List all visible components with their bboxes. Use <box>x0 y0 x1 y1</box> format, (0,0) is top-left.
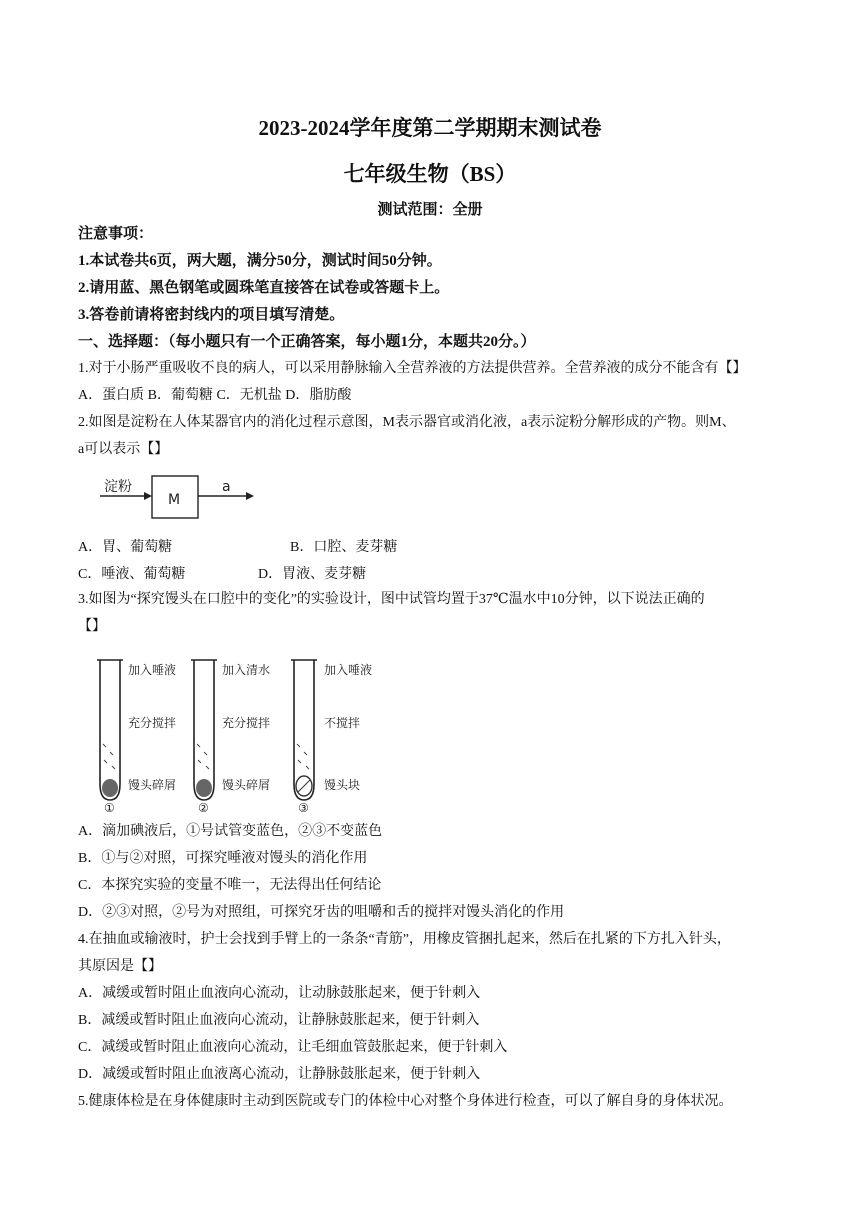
note-item: 2.请用蓝、黑色钢笔或圆珠笔直接答在试卷或答题卡上。 <box>78 280 450 296</box>
question-4-stem-cont: 其原因是【】 <box>78 959 162 974</box>
question-4-option-c: C．减缓或暂时阻止血液向心流动，让毛细血管鼓胀起来，便于针刺入 <box>78 1040 508 1055</box>
question-2-stem: 2.如图是淀粉在人体某器官内的消化过程示意图，M表示器官或消化液，a表示淀粉分解形成的产物。则M、 <box>78 415 736 430</box>
question-1-options: A．蛋白质 B．葡萄糖 C．无机盐 D．脂肪酸 <box>78 388 352 403</box>
question-5-stem: 5.健康体检是在身体健康时主动到医院或专门的体检中心对整个身体进行检查，可以了解自身的身体状况。 <box>78 1094 733 1109</box>
test-tube-2 <box>191 660 270 812</box>
tube-2-number: ② <box>198 801 209 812</box>
diagram-box-label: M <box>168 492 181 508</box>
question-3-stem-cont: 【】 <box>78 619 106 634</box>
exam-subtitle: 七年级生物（BS） <box>343 162 517 186</box>
question-2-option-c: C．唾液、葡萄糖 <box>78 567 186 582</box>
note-item: 1.本试卷共6页，两大题，满分50分，测试时间50分钟。 <box>78 253 442 269</box>
tube-1-number: ① <box>104 801 115 812</box>
question-4-stem: 4.在抽血或输液时，护士会找到手臂上的一条条“青筋”，用橡皮管捆扎起来，然后在扎紧的下方扎入针头， <box>78 932 731 947</box>
note-item: 3.答卷前请将密封线内的项目填写清楚。 <box>78 307 345 323</box>
question-1-stem: 1.对于小肠严重吸收不良的病人，可以采用静脉输入全营养液的方法提供营养。全营养液的成分不能含有【】 <box>78 361 747 376</box>
diagram-output-label: a <box>222 479 231 495</box>
tube-3-top-label: 加入唾液 <box>324 663 373 677</box>
tube-3-bottom-label: 馒头块 <box>324 778 361 792</box>
test-tube-1 <box>97 660 176 812</box>
question-4-option-d: D．减缓或暂时阻止血液离心流动，让静脉鼓胀起来，便于针刺入 <box>78 1067 481 1082</box>
notes-heading: 注意事项： <box>78 226 154 242</box>
test-tube-3 <box>291 660 372 812</box>
question-2-option-d: D．胃液、麦芽糖 <box>258 567 367 582</box>
question-2-option-a: A．胃、葡萄糖 <box>78 540 173 555</box>
test-tube-experiment-figure <box>94 652 394 812</box>
tube-3-number: ③ <box>298 801 309 812</box>
tube-2-mid-label: 充分搅拌 <box>222 716 271 730</box>
tube-3-mid-label: 不搅拌 <box>324 716 361 730</box>
test-scope: 测试范围：全册 <box>377 202 483 218</box>
question-4-option-a: A．减缓或暂时阻止血液向心流动，让动脉鼓胀起来，便于针刺入 <box>78 986 481 1001</box>
question-3-option-a: A．滴加碘液后，①号试管变蓝色，②③不变蓝色 <box>78 824 383 839</box>
tube-1-top-label: 加入唾液 <box>128 663 177 677</box>
question-4-option-b: B．减缓或暂时阻止血液向心流动，让静脉鼓胀起来，便于针刺入 <box>78 1013 480 1028</box>
starch-digestion-diagram <box>96 470 266 528</box>
question-3-option-d: D．②③对照，②号为对照组，可探究牙齿的咀嚼和舌的搅拌对馒头消化的作用 <box>78 905 565 920</box>
question-3-stem: 3.如图为“探究馒头在口腔中的变化”的实验设计，图中试管均置于37℃温水中10分钟，以下说法正确的 <box>78 592 705 607</box>
question-3-option-c: C．本探究实验的变量不唯一，无法得出任何结论 <box>78 878 382 893</box>
section-heading: 一、选择题：（每小题只有一个正确答案，每小题1分，本题共20分。） <box>78 334 536 350</box>
question-3-option-b: B．①与②对照，可探究唾液对馒头的消化作用 <box>78 851 368 866</box>
tube-2-bottom-label: 馒头碎屑 <box>222 778 271 792</box>
exam-title: 2023-2024学年度第二学期期末测试卷 <box>258 116 602 140</box>
tube-2-top-label: 加入清水 <box>222 663 271 677</box>
question-2-stem-cont: a可以表示【】 <box>78 442 169 457</box>
question-2-option-b: B．口腔、麦芽糖 <box>290 540 398 555</box>
tube-1-bottom-label: 馒头碎屑 <box>128 778 177 792</box>
diagram-input-label: 淀粉 <box>104 479 132 495</box>
tube-1-mid-label: 充分搅拌 <box>128 716 177 730</box>
